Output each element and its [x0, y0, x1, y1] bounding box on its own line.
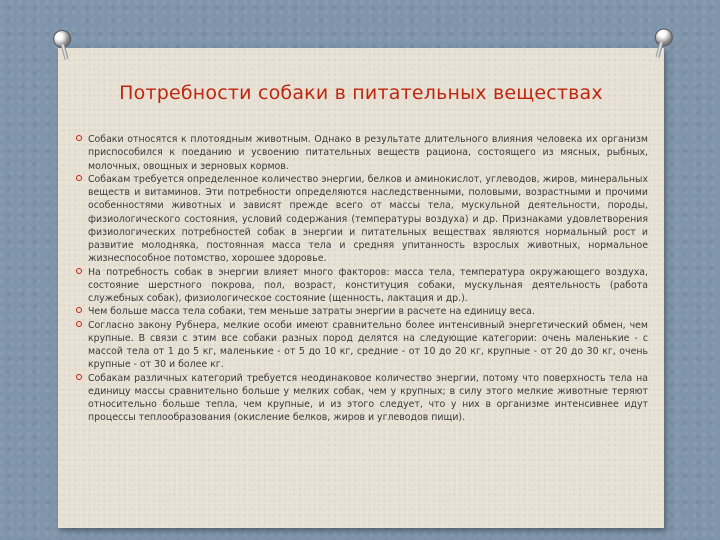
- ring-bullet-icon: [76, 135, 82, 141]
- list-item-text: Собакам требуется определенное количество энергии, белков и аминокислот, углеводов, жиров, минеральных веществ и витаминов. Эти потребности определяются наследственными, половыми, возрастными и прочими особенностями животных и зависят прежде всего от массы тела, мускульной деятельности, породы, физиологического состояния, условий содержания (температуры воздуха) и др. Признаками удовлетворения физиологических потребностей собак в энергии и питательных веществах являются нормальный рост и развитие молодняка, постоянная масса тела и средняя упитанность взрослых животных, нормальное жизнеспособное потомство, хорошее здоровье.: [88, 173, 648, 265]
- list-item: [76, 133, 648, 173]
- list-item-text: Собакам различных категорий требуется неодинаковое количество энергии, потому что поверхность тела на единицу массы сравнительно больше у мелких собак, чем у крупных; в силу этого мелкие животные теряют относительно больше тепла, чем крупные, и из этого следует, что у них в организме интенсивнее идут процессы теплообразования (окисление белков, жиров и углеводов пищи).: [88, 372, 648, 424]
- list-item-text: На потребность собак в энергии влияет много факторов: масса тела, температура окружающего воздуха, состояние шерстного покрова, пол, возраст, конституция собаки, мускульная деятельность (работа служебных собак), физиологическое состояние (щенность, лактация и др.).: [88, 266, 648, 304]
- list-item: [76, 372, 648, 425]
- ring-bullet-icon: [76, 374, 82, 380]
- slide-title: Потребности собаки в питательных веществах: [119, 82, 603, 104]
- list-item: [76, 173, 648, 266]
- pushpin-icon: [646, 26, 676, 63]
- list-item: [76, 305, 648, 318]
- list-item: [76, 266, 648, 306]
- list-item-text: Чем больше масса тела собаки, тем меньше затраты энергии в расчете на единицу веса.: [88, 306, 535, 318]
- ring-bullet-icon: [76, 321, 82, 327]
- ring-bullet-icon: [76, 175, 82, 181]
- list-item-text: Собаки относятся к плотоядным животным. Однако в результате длительного влияния человека их организм приспособился к поеданию и усвоению питательных веществ рациона, состоящего из мясных, рыбных, молочных, овощных и зерновых кормов.: [88, 134, 648, 172]
- bullet-list: [76, 133, 648, 425]
- pushpin-icon: [48, 28, 78, 65]
- ring-bullet-icon: [76, 307, 82, 313]
- slide-paper: [58, 48, 664, 528]
- list-item: [76, 319, 648, 372]
- ring-bullet-icon: [76, 268, 82, 274]
- list-item-text: Согласно закону Рубнера, мелкие особи имеют сравнительно более интенсивный энергетический обмен, чем крупные. В связи с этим все собаки разных пород делятся на следующие категории: очень маленькие - с массой тела от 1 до 5 кг, маленькие - от 5 до 10 кг, средние - от 10 до 20 кг, крупные - от 20 до 30 кг, очень крупные - от 30 и более кг.: [88, 319, 648, 371]
